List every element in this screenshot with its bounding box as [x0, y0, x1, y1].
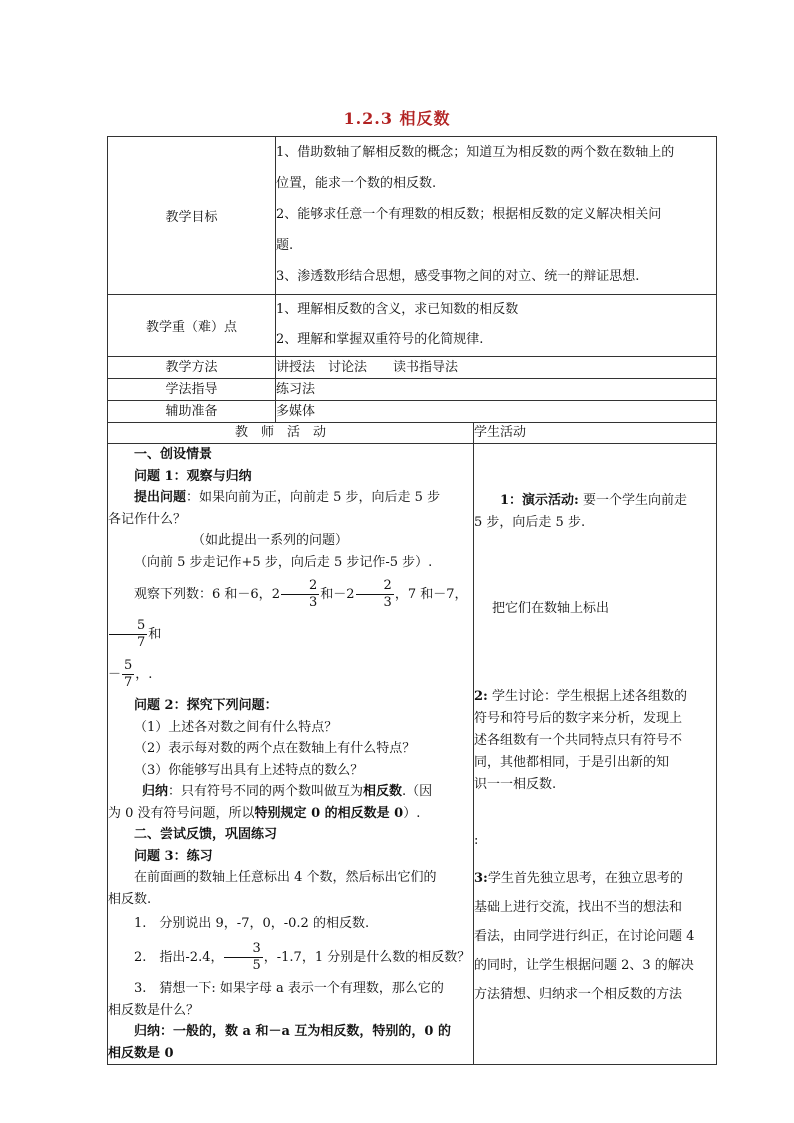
- observe-prefix: 观察下列数：6 和－6，: [134, 587, 272, 602]
- goal-row: [108, 137, 717, 295]
- goal-content: [276, 137, 717, 295]
- fraction-three-fifths: $\frac{3}{5}$: [224, 941, 262, 974]
- activity-body-row: [108, 444, 717, 1065]
- student-act-2-line: 符号和符号后的数字来分析，发现上: [474, 711, 683, 726]
- student-act-2-label: 2:: [474, 689, 488, 704]
- section-heading-2: 二、尝试反馈，巩固练习: [134, 827, 278, 842]
- goal-label: 教学目标: [108, 137, 276, 295]
- page-title: 1.2.3 相反数: [343, 109, 451, 128]
- question-item: （2）表示每对数的两个点在数轴上有什么特点？: [134, 741, 416, 756]
- exercise-intro-2: 相反数.: [108, 891, 152, 907]
- goal-line: 1、借助数轴了解相反数的概念；知道互为相反数的两个数在数轴上的: [276, 145, 675, 160]
- guide-value: 练习法: [276, 379, 717, 401]
- observe-minus: －: [108, 667, 122, 682]
- summary-2: 归纳：一般的，数 a 和－a 互为相反数，特别的，0 的: [134, 1024, 451, 1039]
- summary-text-4: ）.: [403, 805, 421, 821]
- question-item: （1）上述各对数之间有什么特点？: [134, 719, 338, 735]
- prep-value: 多媒体: [276, 401, 717, 423]
- key-row: [108, 295, 717, 357]
- exercise-3: 3. 猜想一下: 如果字母 a 表示一个有理数，那么它的: [134, 981, 444, 996]
- guide-row: [108, 379, 717, 401]
- problem-2-heading: 问题 2：探究下列问题：: [134, 698, 278, 713]
- student-act-3-label: 3:: [474, 871, 488, 886]
- mixed-whole-a: 2: [271, 587, 280, 602]
- goal-line: 2、能够求任意一个有理数的相反数；根据相反数的定义解决相关问: [276, 207, 662, 222]
- fraction-two-thirds-b: $\frac{2}{3}$: [356, 578, 394, 611]
- summary-term: 相反数: [363, 784, 403, 799]
- student-act-2-line: 学生讨论：学生根据上述各组数的: [487, 689, 687, 704]
- observe-and: 和－2: [320, 587, 355, 602]
- teacher-activity-header: 教 师 活 动: [108, 423, 474, 444]
- summary-2-b: 相反数是 0: [108, 1045, 174, 1061]
- problem-3-heading: 问题 3：练习: [134, 848, 213, 864]
- method-row: [108, 357, 717, 379]
- ask-note-2: （向前 5 步走记作+5 步，向后走 5 步记作-5 步）.: [134, 554, 433, 570]
- fraction-five-sevenths: $\frac{5}{7}$: [109, 618, 147, 651]
- fraction-neg-five-sevenths: $\frac{5}{7}$: [124, 658, 133, 690]
- prep-row: [108, 401, 717, 423]
- ask-text-2: 各记作什么？: [108, 511, 187, 527]
- student-act-3-line: 方法猜想、归纳求一个相反数的方法: [474, 987, 683, 1002]
- student-act-2-line: 述各组数有一个共同特点只有符号不: [474, 733, 683, 748]
- student-act-1-label: 1：演示活动:: [500, 493, 579, 508]
- ask-label: 提出问题: [134, 490, 187, 505]
- exercise-2-post: ，-1.7，1 分别是什么数的相反数？: [263, 950, 471, 965]
- observe-end: ，.: [135, 667, 153, 682]
- ask-text: ：如果向前为正，向前走 5 步，向后走 5 步: [186, 490, 441, 505]
- ask-note: （如此提出一系列的问题）: [192, 533, 349, 548]
- student-act-3-line: 基础上进行交流，找出不当的想法和: [474, 900, 683, 915]
- summary-rule: 特别规定 0 的相反数是 0: [254, 805, 404, 821]
- method-value: 讲授法 讨论法 读书指导法: [276, 357, 717, 379]
- teacher-activity-cell: [108, 444, 474, 1065]
- student-activity-header: 学生活动: [474, 423, 717, 444]
- observe-and-2: 和: [148, 627, 162, 642]
- fraction-two-thirds: $\frac{2}{3}$: [281, 578, 319, 611]
- observe-mid: ，7 和－7，: [394, 587, 468, 602]
- goal-line: 3、渗透数形结合思想，感受事物之间的对立、统一的辩证思想.: [276, 269, 640, 284]
- student-act-1b: 把它们在数轴上标出: [492, 601, 610, 616]
- exercise-intro: 在前面画的数轴上任意标出 4 个数，然后标出它们的: [134, 870, 437, 885]
- student-act-3-line: 的同时，让学生根据问题 2、3 的解决: [474, 958, 694, 973]
- key-line: 2、理解和掌握双重符号的化简规律.: [276, 332, 484, 347]
- student-act-1-text-2: 5 步，向后走 5 步.: [474, 515, 586, 530]
- exercise-2-pre: 2. 指出-2.4，: [134, 950, 224, 965]
- student-act-3-line: 看法，由同学进行纠正，在讨论问题 4: [474, 929, 695, 944]
- exercise-3-b: 相反数是什么？: [108, 1002, 200, 1018]
- summary-label: 归纳: [142, 784, 169, 799]
- section-heading: 一、创设情景: [134, 447, 213, 462]
- student-act-2-line: 同，其他都相同，于是引出新的知: [474, 755, 670, 770]
- goal-line: 题.: [276, 238, 294, 253]
- summary-text: ：只有符号不同的两个数叫做互为: [168, 784, 364, 799]
- guide-label: 学法指导: [108, 379, 276, 401]
- exercise-1: 1. 分别说出 9，-7，0，-0.2 的相反数.: [134, 916, 370, 931]
- summary-text-2: .（因: [402, 784, 433, 799]
- method-label: 教学方法: [108, 357, 276, 379]
- student-colon: :: [474, 833, 479, 848]
- student-act-1-text: 要一个学生向前走: [578, 493, 687, 508]
- lesson-plan-table: [107, 136, 717, 1065]
- key-content: [276, 295, 717, 357]
- activity-header-row: [108, 423, 717, 444]
- student-activity-cell: [474, 444, 717, 1065]
- goal-line: 位置，能求一个数的相反数.: [276, 176, 437, 191]
- question-item: （3）你能够写出具有上述特点的数么？: [134, 762, 364, 778]
- problem-heading: 问题 1：观察与归纳: [134, 468, 252, 484]
- key-label: 教学重（难）点: [108, 295, 276, 357]
- key-line: 1、理解相反数的含义，求已知数的相反数: [276, 302, 519, 317]
- student-act-2-line: 识一一相反数.: [474, 777, 557, 792]
- prep-label: 辅助准备: [108, 401, 276, 423]
- summary-text-3: 为 0 没有符号问题，所以: [108, 805, 255, 821]
- student-act-3-line: 学生首先独立思考，在独立思考的: [487, 871, 683, 886]
